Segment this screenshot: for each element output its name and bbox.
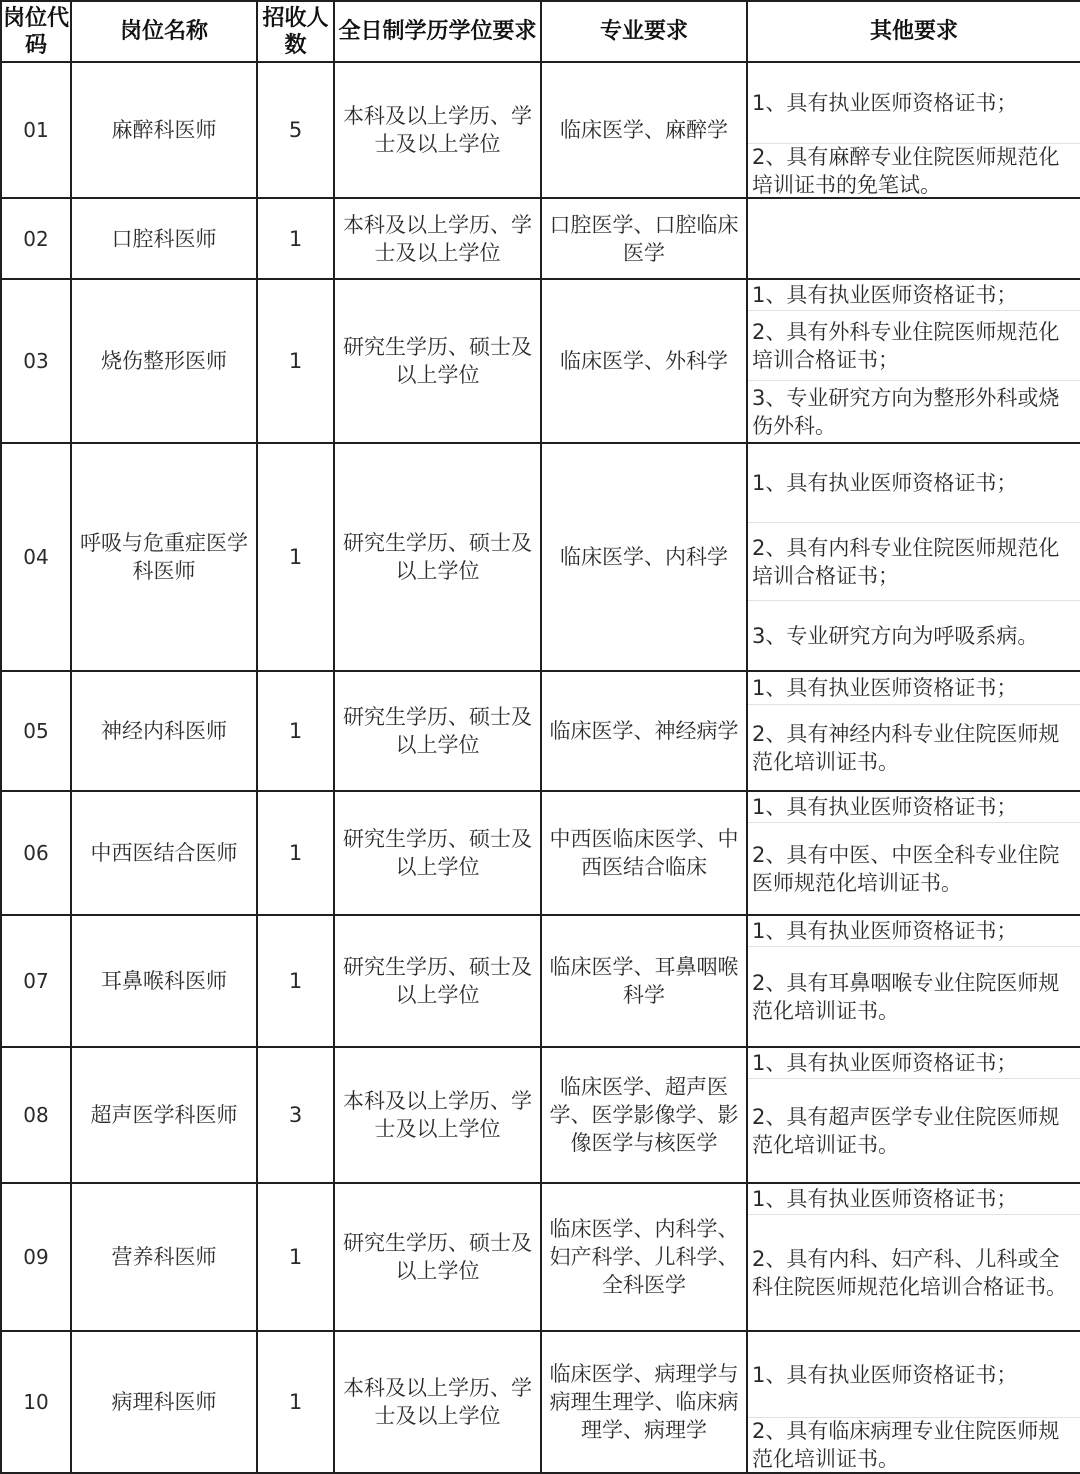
row-name: 超声医学科医师 bbox=[71, 1047, 257, 1183]
row-code: 03 bbox=[1, 279, 71, 443]
requirement-item: 2、具有耳鼻咽喉专业住院医师规范化培训证书。 bbox=[748, 946, 1080, 1046]
row-major: 临床医学、内科学、妇产科学、儿科学、全科医学 bbox=[541, 1183, 747, 1331]
row-code: 02 bbox=[1, 198, 71, 279]
row-other-requirements bbox=[747, 198, 1080, 279]
table-row bbox=[1, 198, 1080, 279]
header-code: 岗位代码 bbox=[1, 1, 71, 62]
requirement-item: 2、具有中医、中医全科专业住院医师规范化培训证书。 bbox=[748, 822, 1080, 914]
row-name: 中西医结合医师 bbox=[71, 791, 257, 915]
row-other-requirements bbox=[747, 1183, 1080, 1331]
row-major: 临床医学、耳鼻咽喉科学 bbox=[541, 915, 747, 1047]
row-code: 10 bbox=[1, 1331, 71, 1473]
row-code: 07 bbox=[1, 915, 71, 1047]
row-count: 5 bbox=[257, 62, 334, 198]
table-row bbox=[1, 62, 1080, 198]
row-count: 1 bbox=[257, 791, 334, 915]
requirement-item: 2、具有外科专业住院医师规范化培训合格证书； bbox=[748, 310, 1080, 380]
requirement-item: 3、专业研究方向为整形外科或烧伤外科。 bbox=[748, 380, 1080, 442]
requirement-item: 2、具有临床病理专业住院医师规范化培训证书。 bbox=[748, 1417, 1080, 1472]
row-education: 研究生学历、硕士及以上学位 bbox=[334, 791, 541, 915]
row-major: 中西医临床医学、中西医结合临床 bbox=[541, 791, 747, 915]
row-code: 09 bbox=[1, 1183, 71, 1331]
row-other-requirements bbox=[747, 791, 1080, 915]
row-major: 临床医学、病理学与病理生理学、临床病理学、病理学 bbox=[541, 1331, 747, 1473]
header-name: 岗位名称 bbox=[71, 1, 257, 62]
row-code: 08 bbox=[1, 1047, 71, 1183]
requirement-item: 1、具有执业医师资格证书； bbox=[752, 283, 1018, 307]
row-name: 呼吸与危重症医学科医师 bbox=[71, 443, 257, 671]
row-name: 耳鼻喉科医师 bbox=[71, 915, 257, 1047]
row-code: 01 bbox=[1, 62, 71, 198]
header-row bbox=[1, 1, 1080, 62]
row-count: 1 bbox=[257, 671, 334, 791]
header-count: 招收人数 bbox=[257, 1, 334, 62]
header-major: 专业要求 bbox=[541, 1, 747, 62]
row-other-requirements bbox=[747, 62, 1080, 198]
row-major: 临床医学、超声医学、医学影像学、影像医学与核医学 bbox=[541, 1047, 747, 1183]
row-education: 研究生学历、硕士及以上学位 bbox=[334, 443, 541, 671]
row-other-requirements bbox=[747, 443, 1080, 671]
row-count: 1 bbox=[257, 1331, 334, 1473]
row-name: 口腔科医师 bbox=[71, 198, 257, 279]
table-row bbox=[1, 443, 1080, 671]
row-other-requirements bbox=[747, 671, 1080, 791]
header-other: 其他要求 bbox=[747, 1, 1080, 62]
row-major: 口腔医学、口腔临床医学 bbox=[541, 198, 747, 279]
requirement-item: 2、具有内科专业住院医师规范化培训合格证书； bbox=[748, 522, 1080, 600]
row-name: 病理科医师 bbox=[71, 1331, 257, 1473]
row-major: 临床医学、内科学 bbox=[541, 443, 747, 671]
requirement-item: 1、具有执业医师资格证书； bbox=[752, 1051, 1018, 1075]
requirement-item: 1、具有执业医师资格证书； bbox=[752, 1187, 1018, 1211]
table-row bbox=[1, 915, 1080, 1047]
row-count: 3 bbox=[257, 1047, 334, 1183]
requirement-item: 3、专业研究方向为呼吸系病。 bbox=[748, 600, 1080, 670]
header-education: 全日制学历学位要求 bbox=[334, 1, 541, 62]
row-count: 1 bbox=[257, 1183, 334, 1331]
requirement-item: 2、具有超声医学专业住院医师规范化培训证书。 bbox=[748, 1078, 1080, 1182]
row-code: 04 bbox=[1, 443, 71, 671]
table-row bbox=[1, 1331, 1080, 1473]
table-row bbox=[1, 671, 1080, 791]
requirement-item: 2、具有神经内科专业住院医师规范化培训证书。 bbox=[748, 704, 1080, 790]
row-other-requirements bbox=[747, 1047, 1080, 1183]
requirement-item: 1、具有执业医师资格证书； bbox=[752, 1362, 1018, 1387]
row-code: 06 bbox=[1, 791, 71, 915]
requirement-item: 2、具有内科、妇产科、儿科或全科住院医师规范化培训合格证书。 bbox=[748, 1214, 1080, 1330]
row-education: 研究生学历、硕士及以上学位 bbox=[334, 1183, 541, 1331]
row-code: 05 bbox=[1, 671, 71, 791]
row-name: 营养科医师 bbox=[71, 1183, 257, 1331]
row-name: 麻醉科医师 bbox=[71, 62, 257, 198]
row-education: 本科及以上学历、学士及以上学位 bbox=[334, 62, 541, 198]
row-other-requirements bbox=[747, 279, 1080, 443]
row-education: 本科及以上学历、学士及以上学位 bbox=[334, 1047, 541, 1183]
requirement-item: 2、具有麻醉专业住院医师规范化培训证书的免笔试。 bbox=[748, 143, 1080, 197]
row-other-requirements bbox=[747, 915, 1080, 1047]
row-education: 本科及以上学历、学士及以上学位 bbox=[334, 198, 541, 279]
requirement-item: 1、具有执业医师资格证书； bbox=[752, 471, 1018, 495]
row-major: 临床医学、外科学 bbox=[541, 279, 747, 443]
row-count: 1 bbox=[257, 198, 334, 279]
row-count: 1 bbox=[257, 915, 334, 1047]
row-education: 本科及以上学历、学士及以上学位 bbox=[334, 1331, 541, 1473]
row-education: 研究生学历、硕士及以上学位 bbox=[334, 671, 541, 791]
requirement-item: 1、具有执业医师资格证书； bbox=[752, 919, 1018, 943]
table-row bbox=[1, 279, 1080, 443]
requirement-item: 1、具有执业医师资格证书； bbox=[752, 795, 1018, 819]
table-row bbox=[1, 1047, 1080, 1183]
requirement-item: 1、具有执业医师资格证书； bbox=[752, 91, 1018, 115]
table-row bbox=[1, 791, 1080, 915]
row-education: 研究生学历、硕士及以上学位 bbox=[334, 915, 541, 1047]
table-body bbox=[1, 62, 1080, 1473]
table-row bbox=[1, 1183, 1080, 1331]
row-education: 研究生学历、硕士及以上学位 bbox=[334, 279, 541, 443]
row-name: 神经内科医师 bbox=[71, 671, 257, 791]
requirement-item: 1、具有执业医师资格证书； bbox=[752, 676, 1018, 700]
row-other-requirements bbox=[747, 1331, 1080, 1473]
row-count: 1 bbox=[257, 443, 334, 671]
row-major: 临床医学、神经病学 bbox=[541, 671, 747, 791]
row-major: 临床医学、麻醉学 bbox=[541, 62, 747, 198]
row-count: 1 bbox=[257, 279, 334, 443]
row-name: 烧伤整形医师 bbox=[71, 279, 257, 443]
